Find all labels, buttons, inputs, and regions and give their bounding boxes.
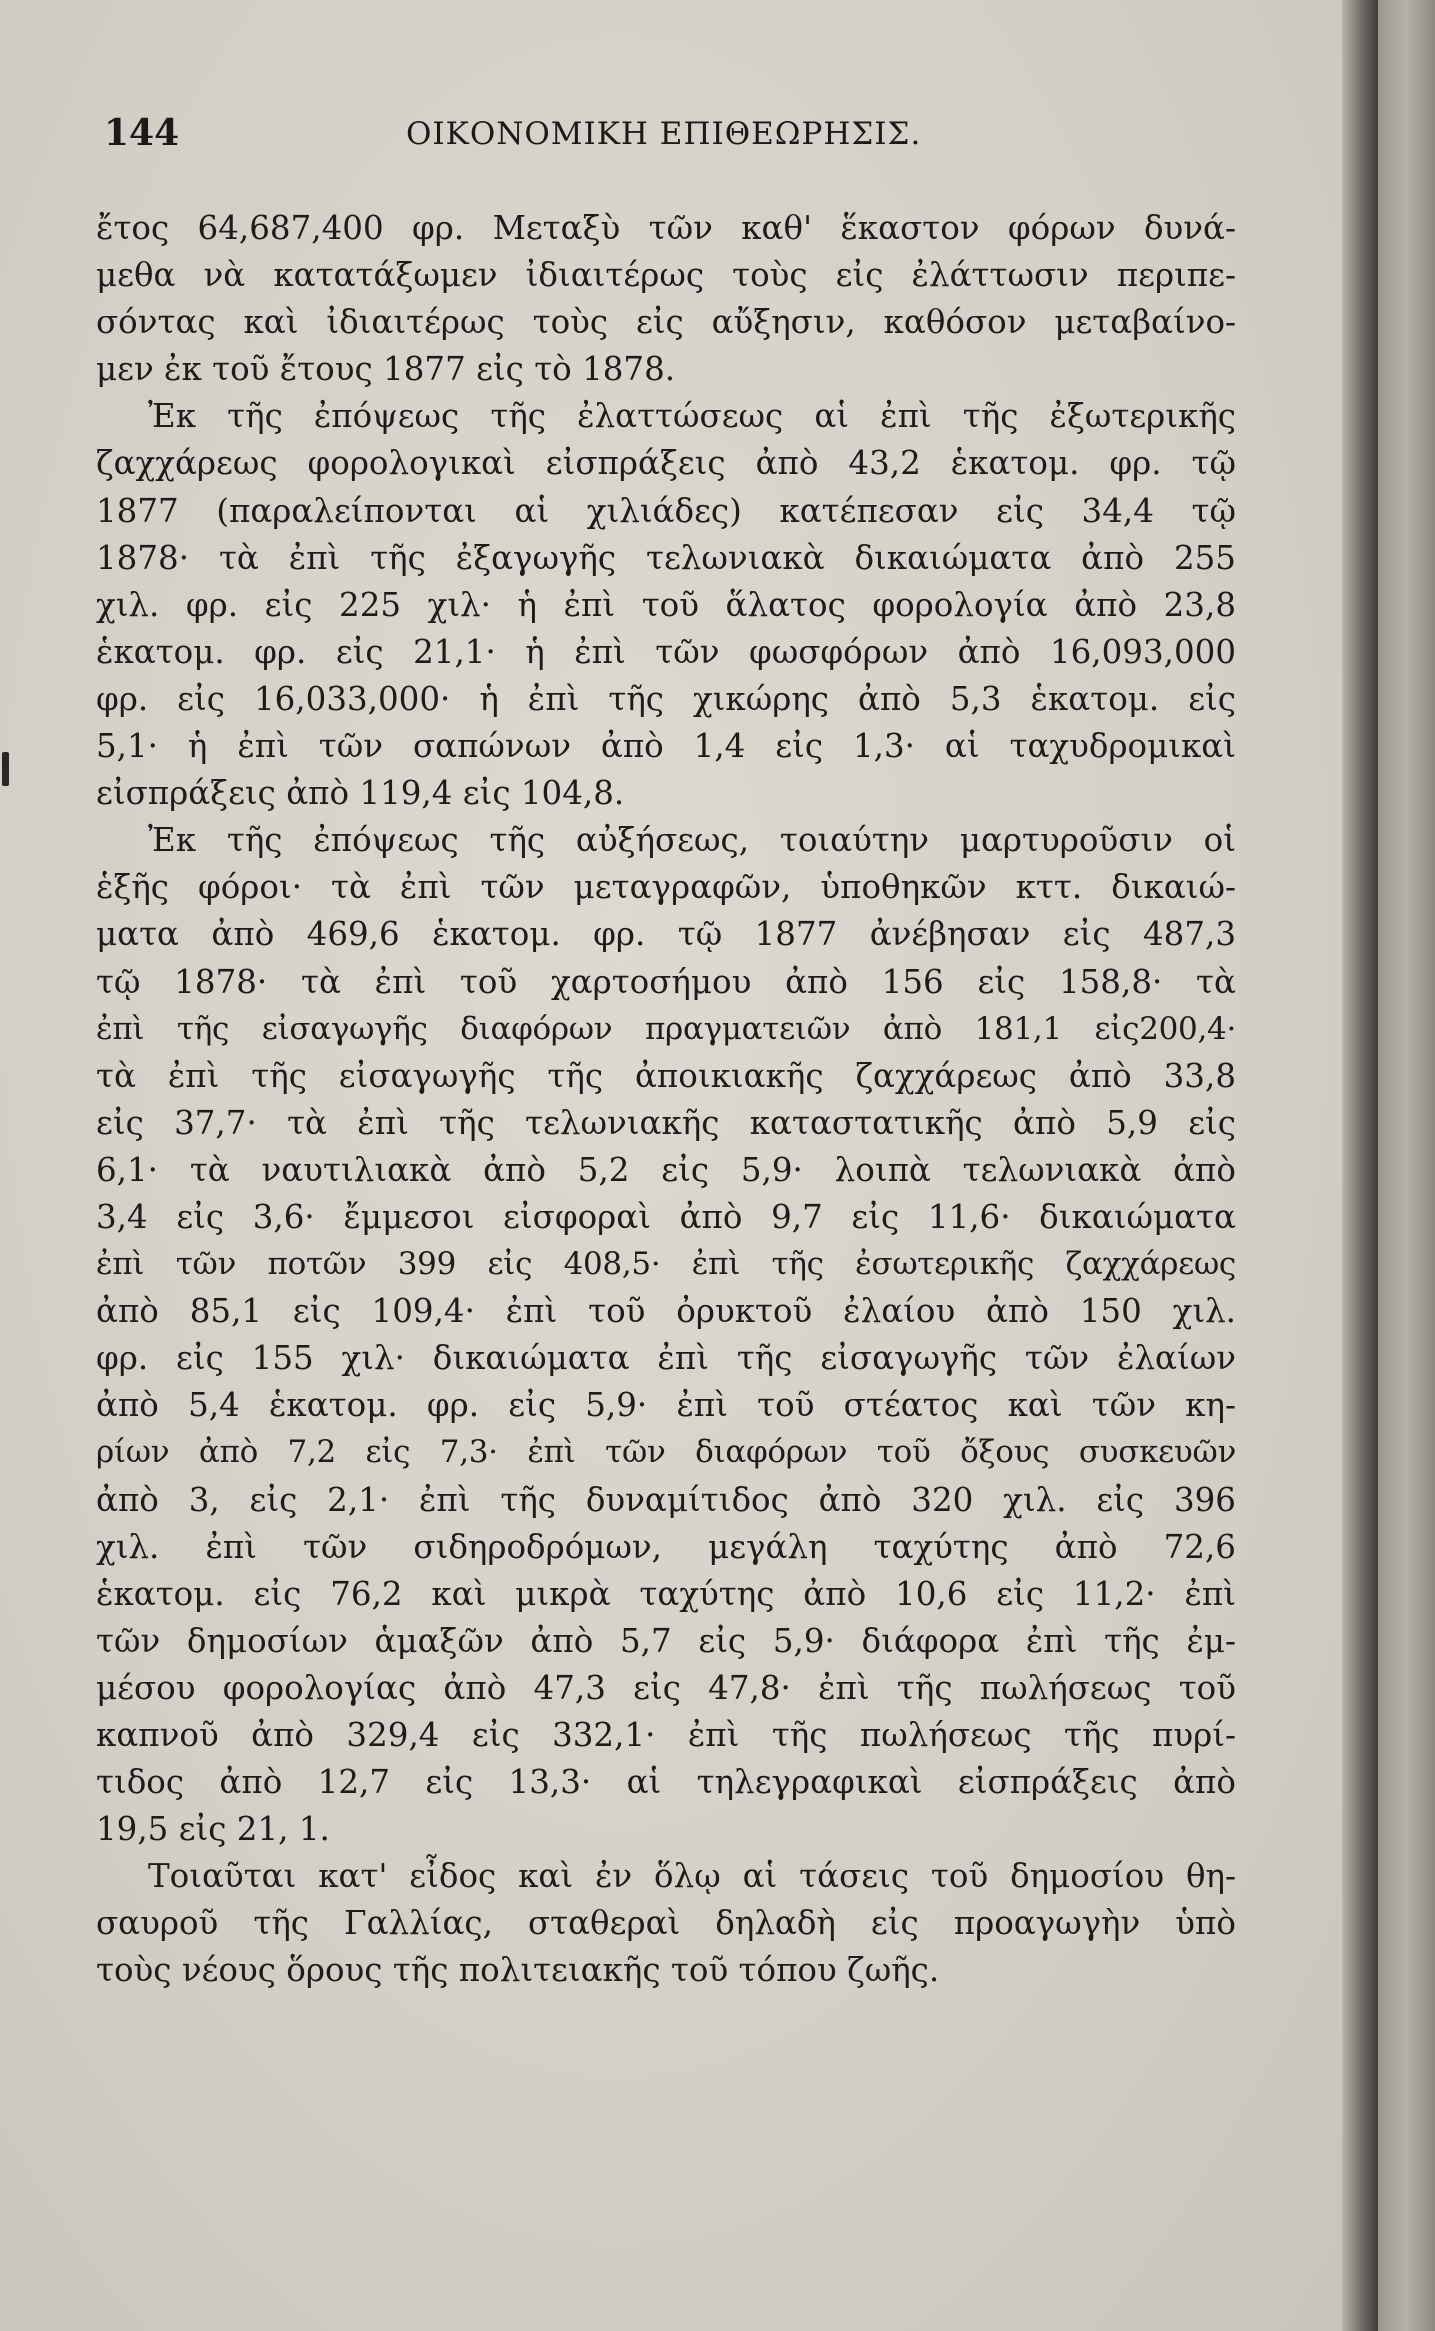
page-number: 144 [104,112,180,154]
text-line: φρ. εἰς 16,033,000· ἡ ἐπὶ τῆς χικώρης ἀπὸ 5,3 ἑκατομ. εἰς [96,679,1236,718]
page-header [104,112,1244,172]
text-line: σαυροῦ τῆς Γαλλίας, σταθεραὶ δηλαδὴ εἰς προαγωγὴν ὑπὸ [96,1904,1236,1943]
text-line: τοὺς νέους ὅρους τῆς πολιτειακῆς τοῦ τόπου ζωῆς. [96,1951,940,1990]
text-line: χιλ. φρ. εἰς 225 χιλ· ἡ ἐπὶ τοῦ ἅλατος φορολογία ἀπὸ 23,8 [96,585,1236,624]
text-line: ἀπὸ 5,4 ἑκατομ. φρ. εἰς 5,9· ἐπὶ τοῦ στέατος καὶ τῶν κη- [96,1386,1236,1425]
text-line: μεθα νὰ κατατάξωμεν ἰδιαιτέρως τοὺς εἰς ἐλάττωσιν περιπε- [96,256,1236,295]
text-line: 6,1· τὰ ναυτιλιακὰ ἀπὸ 5,2 εἰς 5,9· λοιπὰ τελωνιακὰ ἀπὸ [96,1150,1236,1189]
text-line: ἔτος 64,687,400 φρ. Μεταξὺ τῶν καθ' ἕκαστον φόρων δυνά- [96,209,1236,247]
text-line: ρίων ἀπὸ 7,2 εἰς 7,3· ἐπὶ τῶν διαφόρων τοῦ ὄξους συσκευῶν [96,1434,1236,1471]
running-head: ΟΙΚΟΝΟΜΙΚΗ ΕΠΙΘΕΩΡΗΣΙΣ. [406,116,922,152]
text-line: Ἐκ τῆς ἐπόψεως τῆς αὐξήσεως, τοιαύτην μαρτυροῦσιν οἱ [148,821,1236,860]
text-line: τῷ 1878· τὰ ἐπὶ τοῦ χαρτοσήμου ἀπὸ 156 εἰς 158,8· τὰ [96,962,1236,1001]
text-line: τῶν δημοσίων ἁμαξῶν ἀπὸ 5,7 εἰς 5,9· διάφορα ἐπὶ τῆς ἐμ- [96,1621,1236,1660]
book-edge [1378,0,1435,2331]
margin-ink-mark [2,752,9,786]
text-line: μέσου φορολογίας ἀπὸ 47,3 εἰς 47,8· ἐπὶ τῆς πωλήσεως τοῦ [96,1668,1236,1707]
text-line: τὰ ἐπὶ τῆς εἰσαγωγῆς τῆς ἀποικιακῆς ζαχχάρεως ἀπὸ 33,8 [96,1056,1236,1095]
text-line: φρ. εἰς 155 χιλ· δικαιώματα ἐπὶ τῆς εἰσαγωγῆς τῶν ἐλαίων [96,1339,1236,1378]
text-line: χιλ. ἐπὶ τῶν σιδηροδρόμων, μεγάλη ταχύτης ἀπὸ 72,6 [96,1527,1236,1566]
text-line: ἑξῆς φόροι· τὰ ἐπὶ τῶν μεταγραφῶν, ὑποθηκῶν κττ. δικαιώ- [96,868,1236,907]
text-line: εἰσπράξεις ἀπὸ 119,4 εἰς 104,8. [96,774,625,813]
text-line: εἰς 37,7· τὰ ἐπὶ τῆς τελωνιακῆς καταστατικῆς ἀπὸ 5,9 εἰς [96,1103,1236,1142]
text-line: ματα ἀπὸ 469,6 ἑκατομ. φρ. τῷ 1877 ἀνέβησαν εἰς 487,3 [96,915,1236,954]
text-line: 5,1· ἡ ἐπὶ τῶν σαπώνων ἀπὸ 1,4 εἰς 1,3· αἱ ταχυδρομικαὶ [96,727,1236,766]
text-line: ζαχχάρεως φορολογικαὶ εἰσπράξεις ἀπὸ 43,2 ἑκατομ. φρ. τῷ [96,444,1236,483]
text-line: 1878· τὰ ἐπὶ τῆς ἐξαγωγῆς τελωνιακὰ δικαιώματα ἀπὸ 255 [96,538,1236,577]
text-line: 1877 (παραλείπονται αἱ χιλιάδες) κατέπεσαν εἰς 34,4 τῷ [96,491,1236,530]
text-line: 19,5 εἰς 21, 1. [96,1810,330,1849]
text-line: ἑκατομ. εἰς 76,2 καὶ μικρὰ ταχύτης ἀπὸ 10,6 εἰς 11,2· ἐπὶ [96,1574,1236,1613]
text-line: 3,4 εἰς 3,6· ἔμμεσοι εἰσφοραὶ ἀπὸ 9,7 εἰς 11,6· δικαιώματα [96,1197,1236,1236]
text-line: ἀπὸ 85,1 εἰς 109,4· ἐπὶ τοῦ ὀρυκτοῦ ἐλαίου ἀπὸ 150 χιλ. [96,1292,1236,1331]
page-gutter-shadow [1342,0,1378,2331]
text-line: ἐπὶ τῶν ποτῶν 399 εἰς 408,5· ἐπὶ τῆς ἐσωτερικῆς ζαχχάρεως [96,1246,1236,1283]
text-line: καπνοῦ ἀπὸ 329,4 εἰς 332,1· ἐπὶ τῆς πωλήσεως τῆς πυρί- [96,1716,1236,1754]
text-line: σόντας καὶ ἰδιαιτέρως τοὺς εἰς αὔξησιν, καθόσον μεταβαίνο- [96,303,1236,342]
text-line: τιδος ἀπὸ 12,7 εἰς 13,3· αἱ τηλεγραφικαὶ εἰσπράξεις ἀπὸ [96,1763,1236,1802]
text-line: ἀπὸ 3, εἰς 2,1· ἐπὶ τῆς δυναμίτιδος ἀπὸ 320 χιλ. εἰς 396 [96,1480,1236,1519]
text-line: Ἐκ τῆς ἐπόψεως τῆς ἐλαττώσεως αἱ ἐπὶ τῆς ἐξωτερικῆς [148,397,1236,436]
text-line: ἑκατομ. φρ. εἰς 21,1· ἡ ἐπὶ τῶν φωσφόρων ἀπὸ 16,093,000 [96,632,1236,671]
body-text [96,205,1236,1995]
text-line: ἐπὶ τῆς εἰσαγωγῆς διαφόρων πραγματειῶν ἀπὸ 181,1 εἰς200,4· [96,1010,1236,1047]
text-line: μεν ἐκ τοῦ ἔτους 1877 εἰς τὸ 1878. [96,350,676,389]
text-line: Τοιαῦται κατ' εἶδος καὶ ἐν ὅλῳ αἱ τάσεις τοῦ δημοσίου θη- [148,1857,1236,1896]
